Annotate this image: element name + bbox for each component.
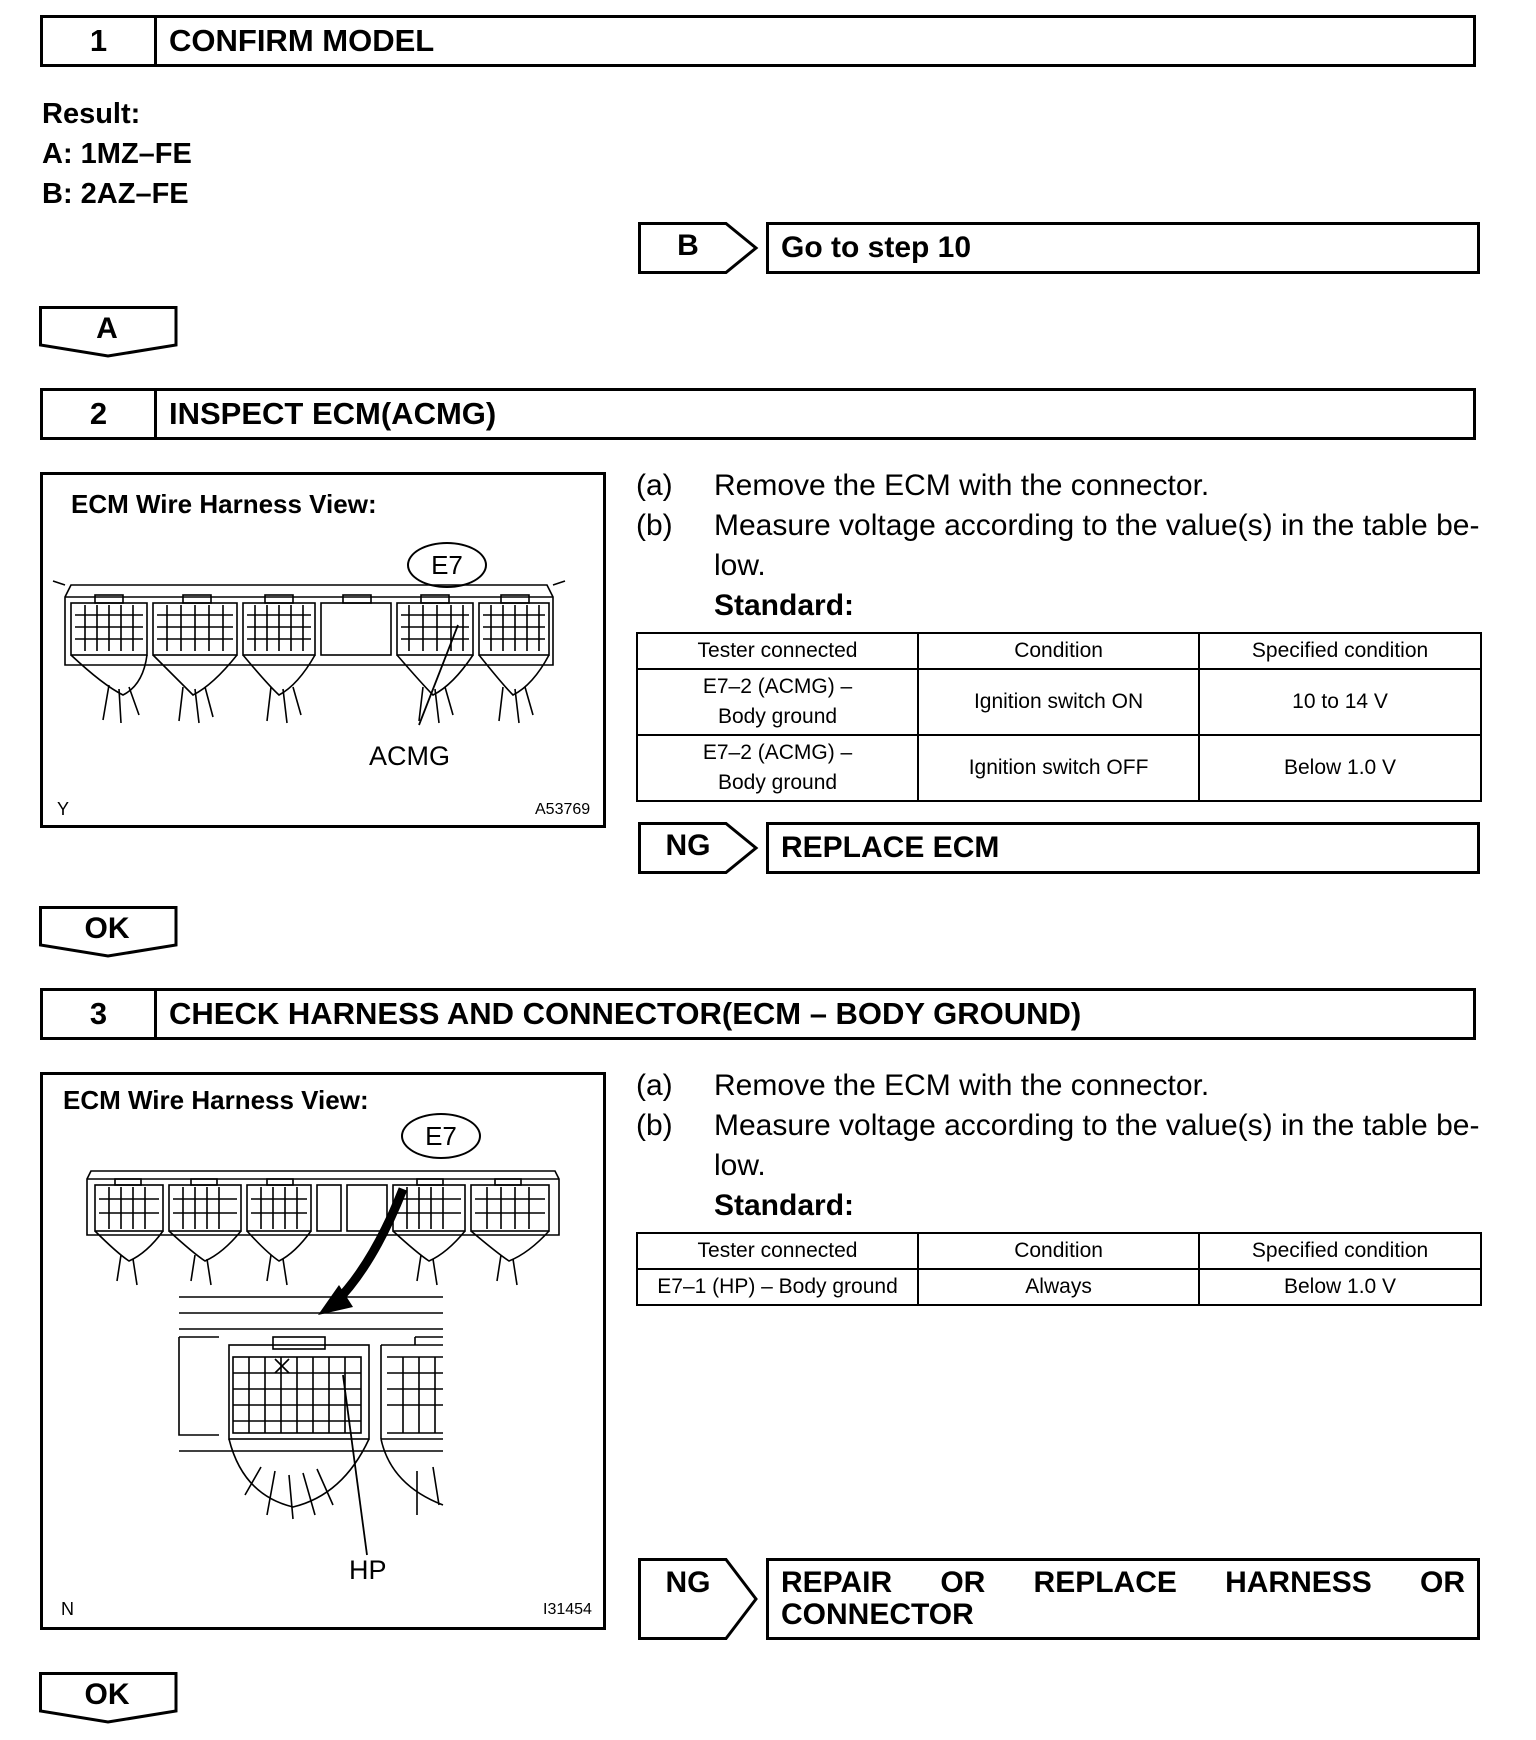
cell-condition: Always — [918, 1269, 1199, 1305]
table-row — [637, 1269, 1481, 1305]
pin-label-hp: HP — [349, 1555, 387, 1585]
table-row — [637, 735, 1481, 801]
instruction-indent — [636, 1146, 714, 1186]
column-header: Condition — [918, 633, 1199, 669]
table-row — [637, 669, 1481, 735]
column-header: Condition — [918, 1233, 1199, 1269]
cell-tester-connected — [637, 669, 918, 735]
branch-action-text: REPLACE ECM — [781, 831, 1000, 864]
table-header-row — [637, 633, 1481, 669]
branch-label-ng: NG — [665, 829, 711, 862]
figure-id: I31454 — [543, 1601, 592, 1618]
ecm-connector-drawing — [43, 475, 603, 825]
connector-ref-e7: E7 — [407, 542, 487, 588]
column-header: Specified condition — [1199, 633, 1481, 669]
instruction-a — [636, 466, 1482, 506]
step-number: 2 — [43, 391, 157, 437]
cell-specified-condition: Below 1.0 V — [1199, 735, 1481, 801]
instruction-b — [636, 1106, 1482, 1146]
cell-condition: Ignition switch ON — [918, 669, 1199, 735]
instruction-text: Measure voltage according to the value(s) in the table be- — [714, 1109, 1480, 1142]
step-3-instructions — [636, 1066, 1482, 1226]
instruction-text-cont: low. — [714, 549, 766, 582]
standard-label: Standard: — [714, 589, 855, 622]
step-number: 3 — [43, 991, 157, 1037]
figure-title: ECM Wire Harness View: — [63, 1085, 369, 1115]
instruction-b-continued — [636, 546, 1482, 586]
column-header: Tester connected — [637, 633, 918, 669]
result-label: Result: — [42, 98, 141, 130]
step-title: INSPECT ECM(ACMG) — [169, 396, 497, 431]
cell-tester-connected: E7–1 (HP) – Body ground — [637, 1269, 918, 1305]
branch-action-go-to-step-10[interactable] — [766, 222, 1480, 274]
column-header: Specified condition — [1199, 1233, 1481, 1269]
step-number: 1 — [43, 18, 157, 64]
instruction-mark: (a) — [636, 469, 673, 502]
cell-line: Body ground — [717, 705, 838, 728]
cell-line: Body ground — [717, 771, 838, 794]
instruction-mark: (b) — [636, 509, 673, 542]
instruction-text-cont: low. — [714, 1149, 766, 1182]
branch-action-repair-harness[interactable] — [766, 1558, 1480, 1640]
cell-specified-condition: Below 1.0 V — [1199, 1269, 1481, 1305]
result-option-a: A: 1MZ–FE — [42, 138, 192, 170]
figure-corner-code: N — [61, 1599, 74, 1619]
continue-label-ok: OK — [84, 912, 130, 945]
step-2-spec-table — [636, 632, 1482, 802]
instruction-b — [636, 506, 1482, 546]
instruction-text: Remove the ECM with the connector. — [714, 469, 1210, 502]
step-title: CHECK HARNESS AND CONNECTOR(ECM – BODY GROUND) — [169, 996, 1082, 1031]
step-1-header — [40, 15, 1476, 67]
connector-ref-e7: E7 — [401, 1113, 481, 1159]
ecm-harness-figure-acmg — [40, 472, 606, 828]
cell-tester-connected — [637, 735, 918, 801]
figure-title: ECM Wire Harness View: — [71, 489, 377, 519]
result-option-b: B: 2AZ–FE — [42, 178, 189, 210]
cell-condition: Ignition switch OFF — [918, 735, 1199, 801]
branch-label-ng: NG — [665, 1566, 711, 1599]
table-header-row — [637, 1233, 1481, 1269]
instruction-text: Measure voltage according to the value(s) in the table be- — [714, 509, 1480, 542]
figure-id: A53769 — [535, 801, 591, 818]
instruction-text: Remove the ECM with the connector. — [714, 1069, 1210, 1102]
standard-label: Standard: — [714, 1189, 855, 1222]
step-3-spec-table — [636, 1232, 1482, 1306]
branch-action-text-line1: REPAIR OR REPLACE HARNESS OR — [781, 1566, 1465, 1599]
column-header: Tester connected — [637, 1233, 918, 1269]
instruction-indent — [636, 546, 714, 586]
step-2-header — [40, 388, 1476, 440]
ecm-connector-detail-drawing — [43, 1075, 603, 1627]
branch-action-replace-ecm[interactable] — [766, 822, 1480, 874]
branch-action-text-line2: CONNECTOR — [781, 1598, 974, 1631]
step-2-instructions — [636, 466, 1482, 626]
step-3-header — [40, 988, 1476, 1040]
ecm-harness-figure-hp — [40, 1072, 606, 1630]
cell-line: E7–2 (ACMG) – — [702, 741, 853, 764]
instruction-a — [636, 1066, 1482, 1106]
step-title: CONFIRM MODEL — [169, 23, 435, 58]
figure-corner-code: Y — [57, 799, 70, 819]
branch-action-text: Go to step 10 — [781, 231, 972, 264]
instruction-b-continued — [636, 1146, 1482, 1186]
pin-label-acmg: ACMG — [369, 741, 450, 771]
cell-line: E7–2 (ACMG) – — [702, 675, 853, 698]
branch-label-b: B — [677, 229, 699, 262]
instruction-mark: (a) — [636, 1069, 673, 1102]
continue-label-a: A — [96, 312, 118, 345]
continue-label-ok: OK — [84, 1678, 130, 1711]
cell-specified-condition: 10 to 14 V — [1199, 669, 1481, 735]
instruction-mark: (b) — [636, 1109, 673, 1142]
